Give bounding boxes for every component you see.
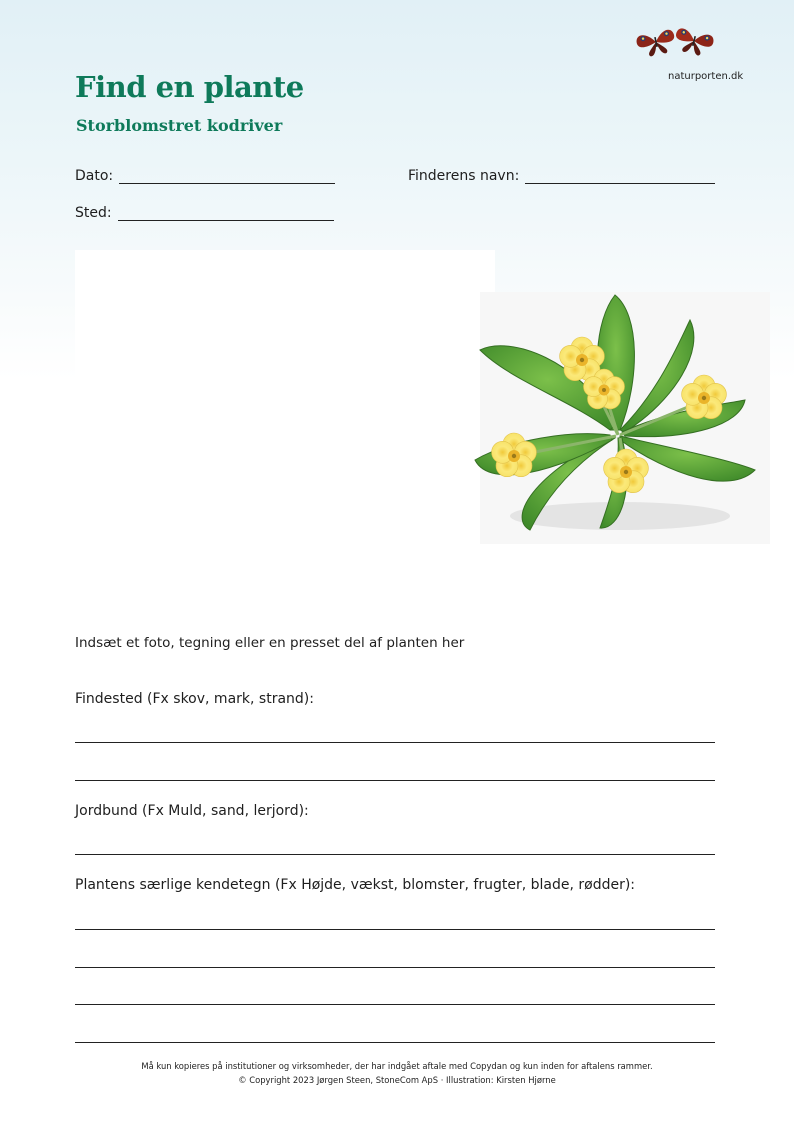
page-subtitle: Storblomstret kodriver: [76, 116, 283, 135]
footer-copyright: © Copyright 2023 Jørgen Steen, StoneCom ApS · Illustration: Kirsten Hjørne: [238, 1075, 556, 1085]
footer-license: Må kun kopieres på institutioner og virksomheder, der har indgået aftale med Copydan og kun inden for aftalens rammer.: [141, 1061, 653, 1071]
answer-line[interactable]: [75, 1004, 715, 1005]
finder-name-line[interactable]: [525, 183, 715, 184]
answer-line[interactable]: [75, 967, 715, 968]
date-label: Dato:: [75, 168, 114, 184]
primrose-plant-illustration: [470, 290, 770, 542]
photo-instruction: Indsæt et foto, tegning eller en presset del af planten her: [75, 635, 465, 651]
photo-placeholder-box[interactable]: [75, 250, 495, 550]
page-title: Find en plante: [75, 70, 304, 104]
question-findested: Findested (Fx skov, mark, strand):: [75, 691, 314, 707]
date-line[interactable]: [119, 183, 335, 184]
site-logo-text: naturporten.dk: [668, 71, 744, 82]
answer-line[interactable]: [75, 854, 715, 855]
place-line[interactable]: [118, 220, 334, 221]
place-label: Sted:: [75, 205, 112, 221]
answer-line[interactable]: [75, 1042, 715, 1043]
answer-line[interactable]: [75, 929, 715, 930]
question-jordbund: Jordbund (Fx Muld, sand, lerjord):: [75, 803, 309, 819]
answer-line[interactable]: [75, 742, 715, 743]
finder-name-label: Finderens navn:: [408, 168, 520, 184]
butterfly-icon: [636, 26, 718, 62]
question-kendetegn: Plantens særlige kendetegn (Fx Højde, vækst, blomster, frugter, blade, rødder):: [75, 877, 636, 893]
answer-line[interactable]: [75, 780, 715, 781]
